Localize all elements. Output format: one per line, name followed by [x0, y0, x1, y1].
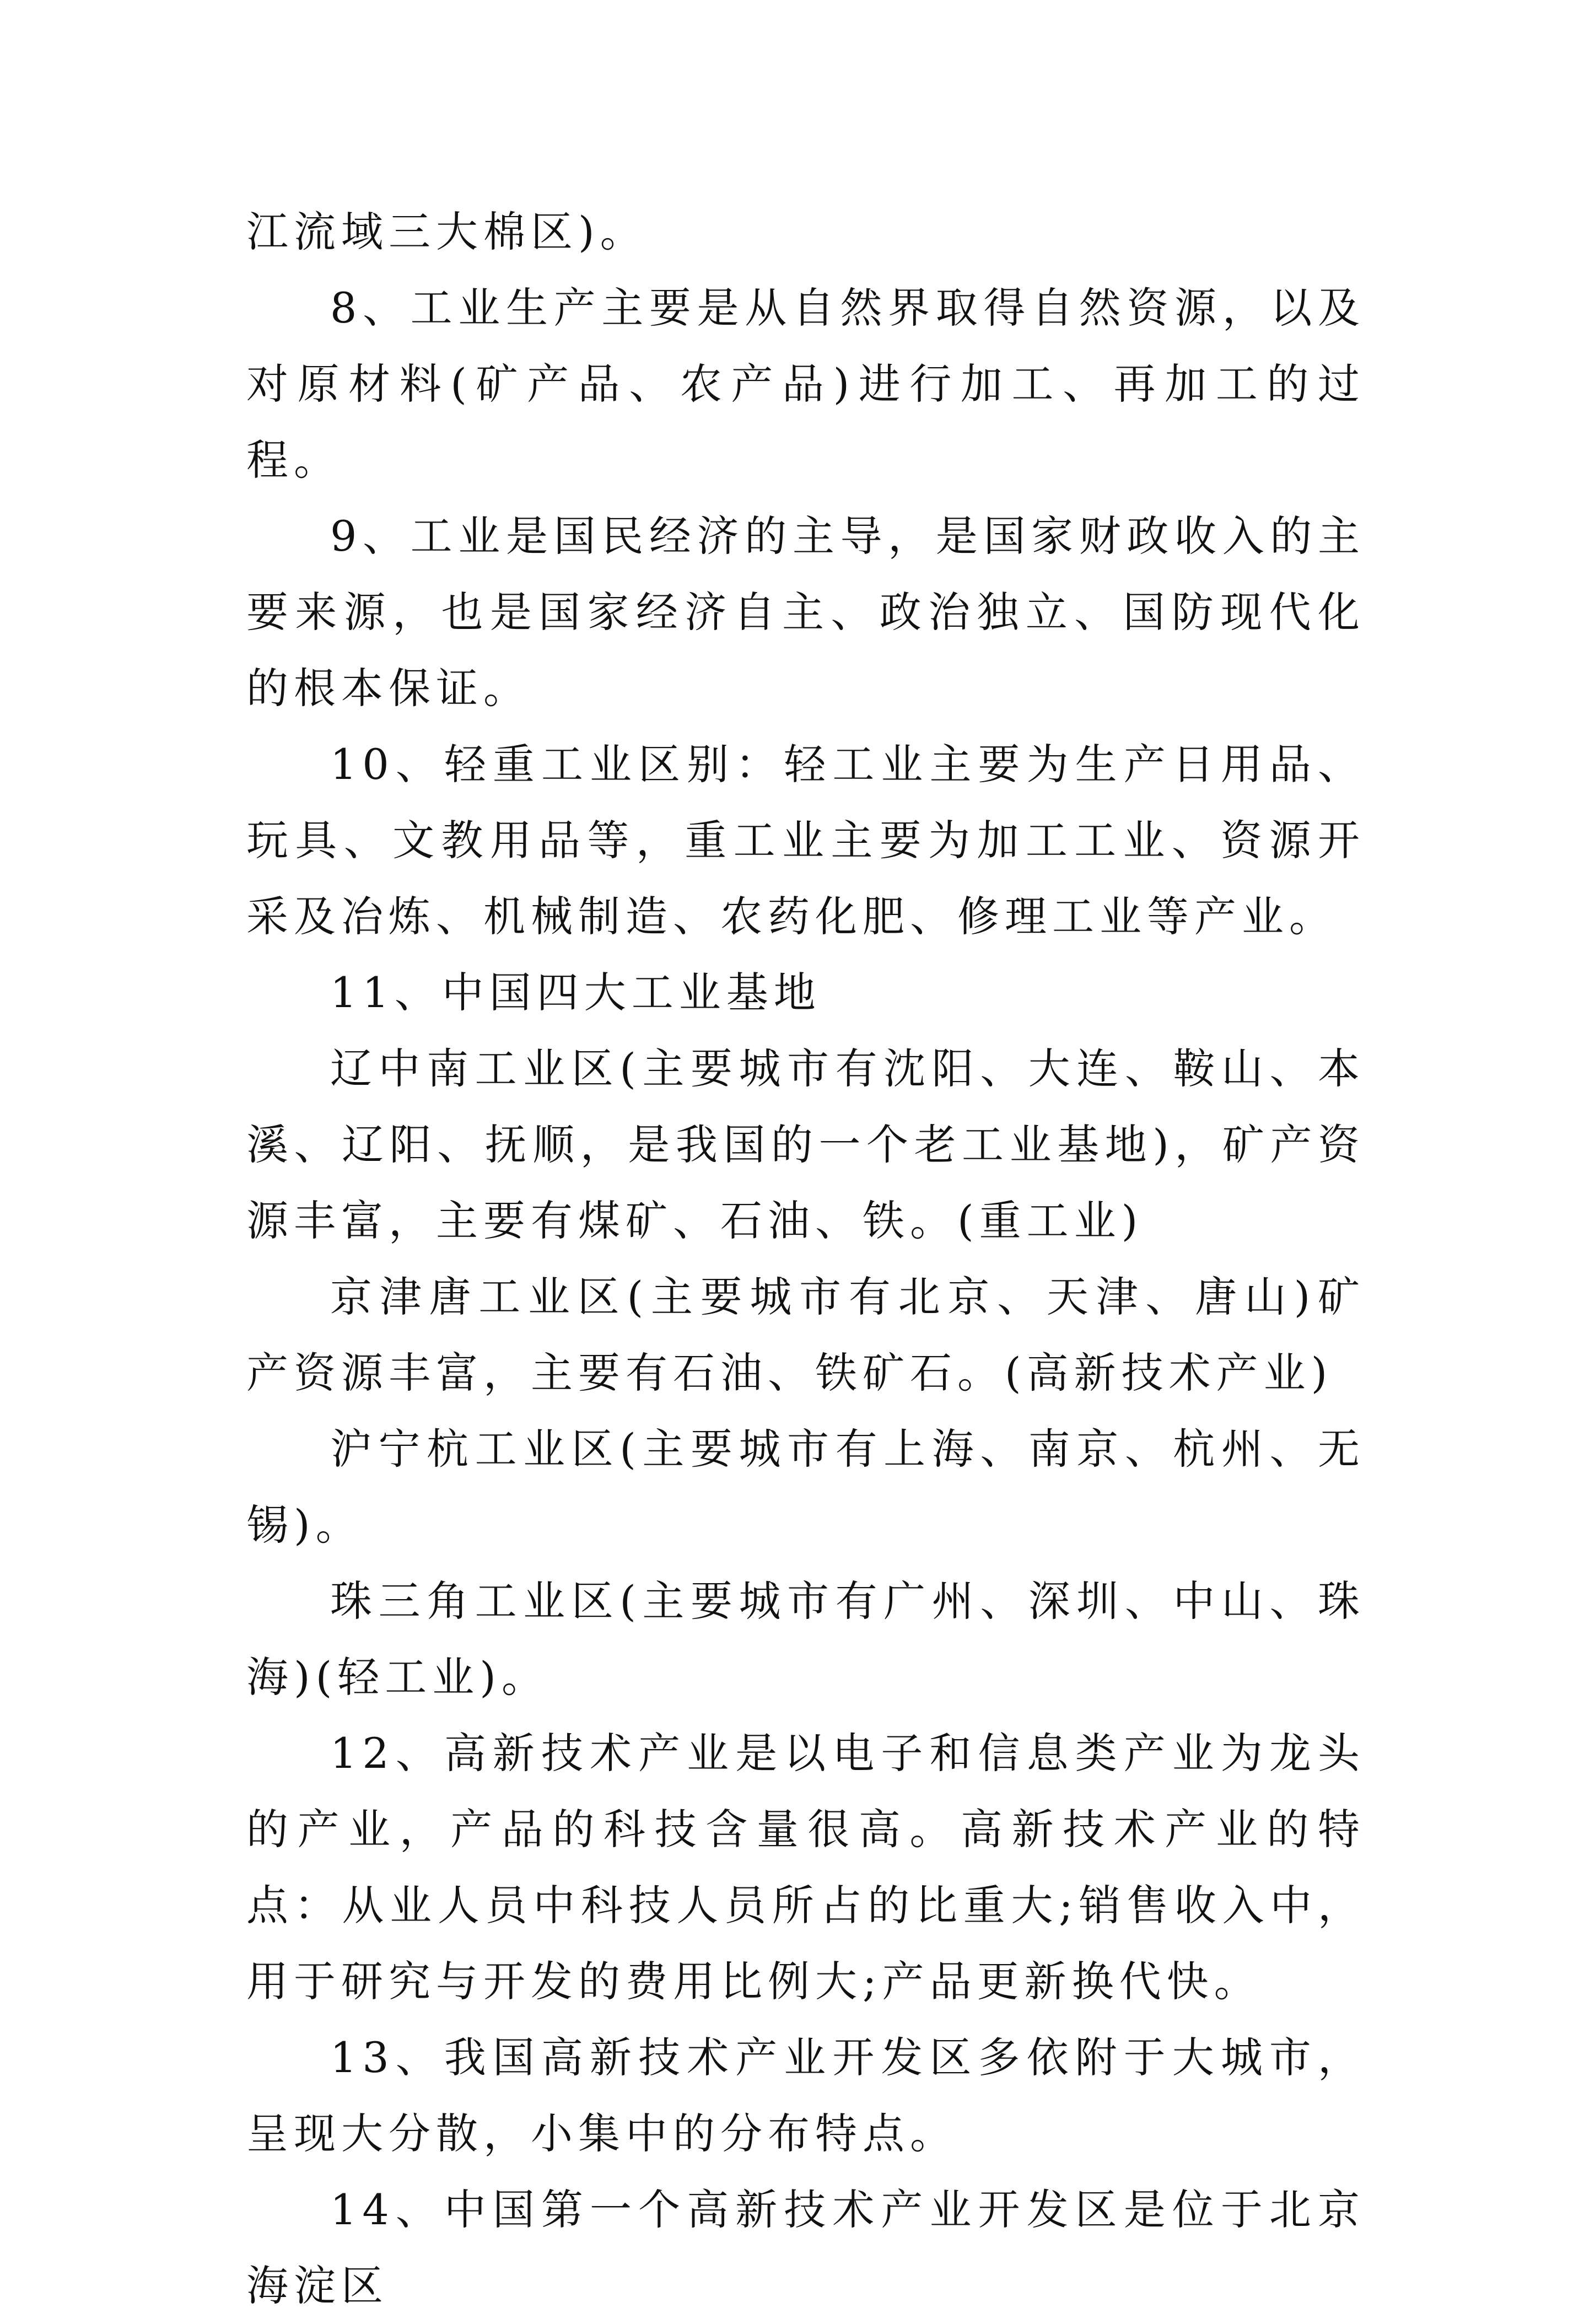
paragraph: 10、轻重工业区别：轻工业主要为生产日用品、玩具、文教用品等，重工业主要为加工工业、资源开采及冶炼、机械制造、农药化肥、修理工业等产业。 — [246, 740, 1365, 941]
paragraph: 14、中国第一个高新技术产业开发区是位于北京海淀区 — [246, 2185, 1365, 2310]
paragraph: 沪宁杭工业区(主要城市有上海、南京、杭州、无锡)。 — [246, 1424, 1365, 1550]
paragraph: 珠三角工业区(主要城市有广州、深圳、中山、珠海)(轻工业)。 — [246, 1577, 1365, 1702]
paragraph: 12、高新技术产业是以电子和信息类产业为龙头的产业，产品的科技含量很高。高新技术产业的特点：从业人员中科技人员所占的比重大;销售收入中，用于研究与开发的费用比例大;产品更新换代快。 — [246, 1729, 1365, 2006]
paragraph: 辽中南工业区(主要城市有沈阳、大连、鞍山、本溪、辽阳、抚顺，是我国的一个老工业基地)，矿产资源丰富，主要有煤矿、石油、铁。(重工业) — [246, 1044, 1365, 1245]
paragraph: 9、工业是国民经济的主导，是国家财政收入的主要来源，也是国家经济自主、政治独立、国防现代化的根本保证。 — [246, 512, 1365, 713]
paragraph: 京津唐工业区(主要城市有北京、天津、唐山)矿产资源丰富，主要有石油、铁矿石。(高新技术产业) — [246, 1272, 1365, 1397]
paragraph: 江流域三大棉区)。 — [246, 207, 648, 256]
document-body — [246, 194, 1365, 2324]
paragraph: 13、我国高新技术产业开发区多依附于大城市，呈现大分散，小集中的分布特点。 — [246, 2033, 1365, 2158]
section-heading: 11、中国四大工业基地 — [330, 968, 821, 1017]
paragraph: 8、工业生产主要是从自然界取得自然资源，以及对原材料(矿产品、农产品)进行加工、再加工的过程。 — [246, 283, 1365, 485]
